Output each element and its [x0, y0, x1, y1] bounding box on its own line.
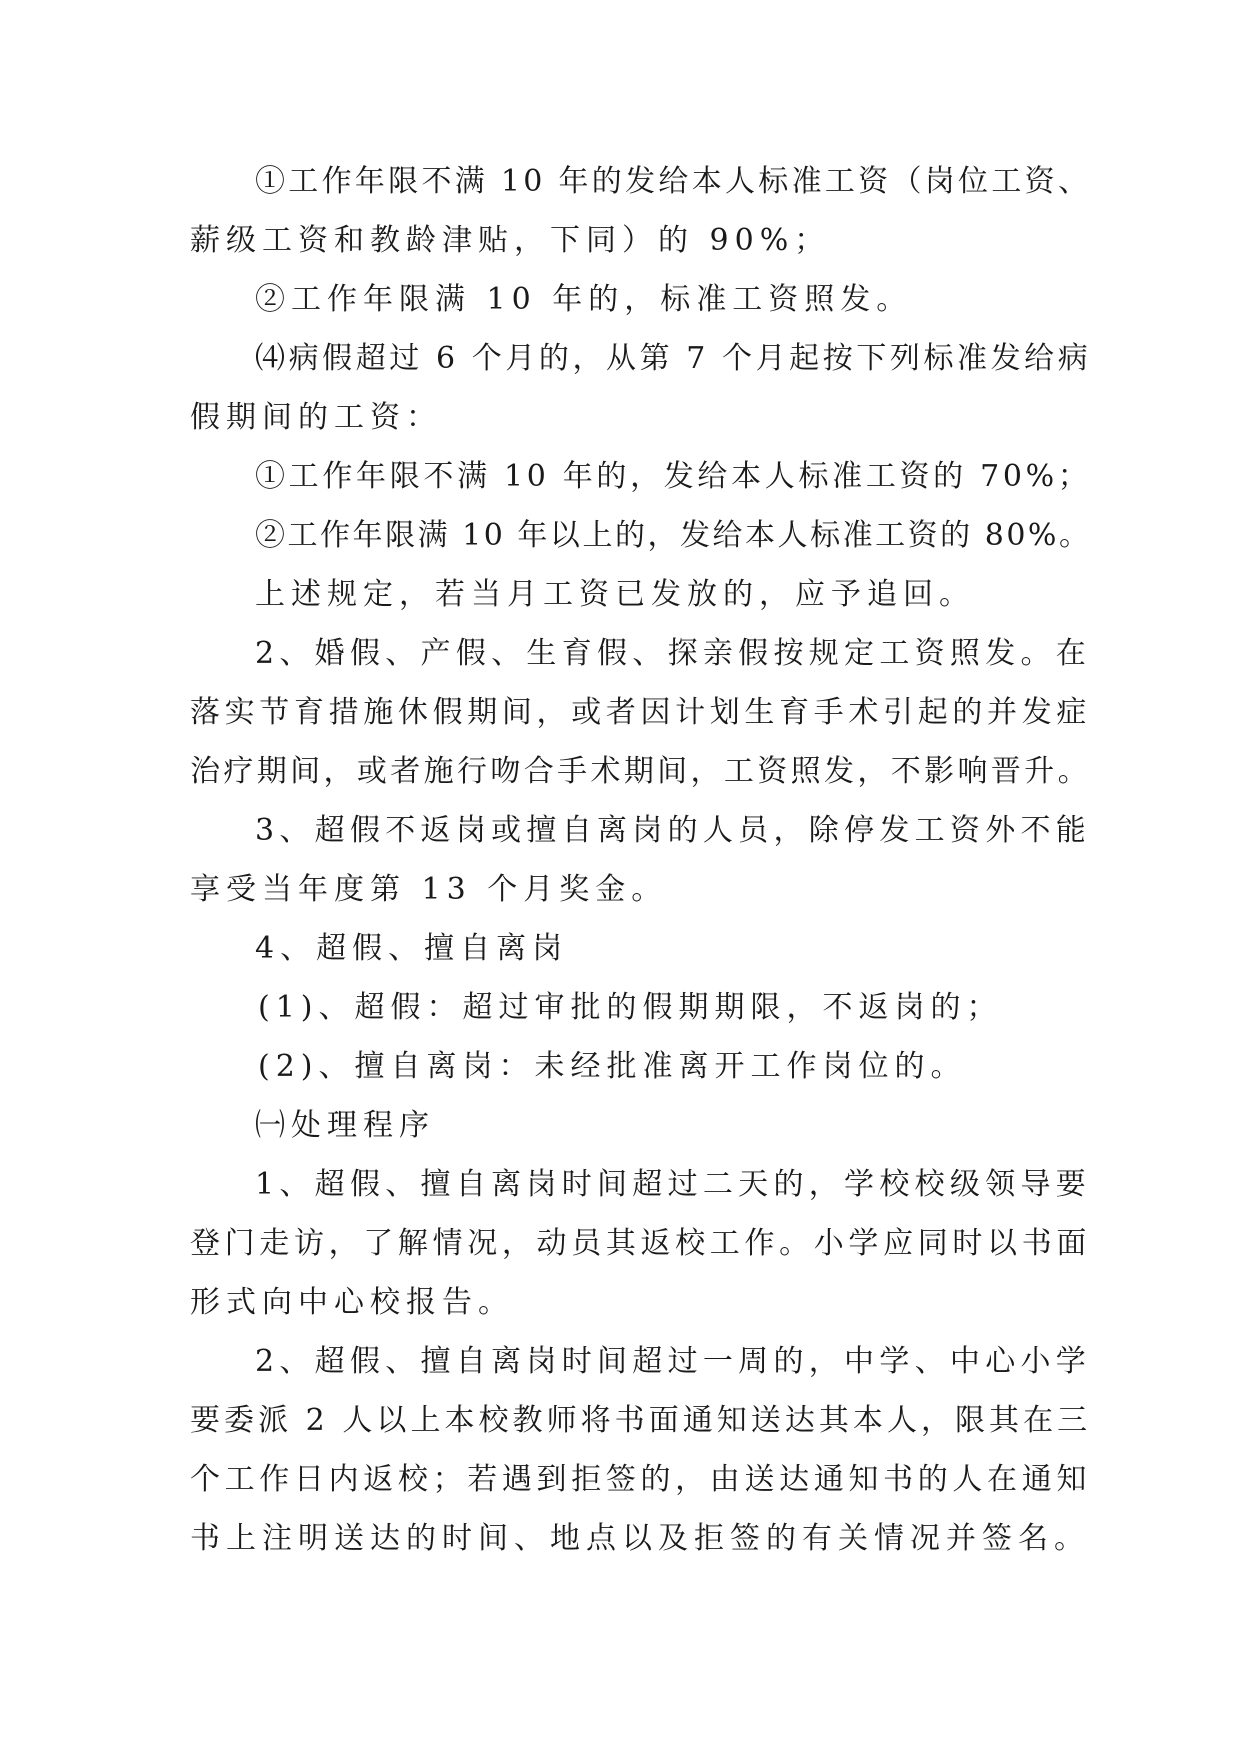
text-line: (2)、擅自离岗：未经批准离开工作岗位的。	[258, 1049, 967, 1084]
text-line: 形式向中心校报告。	[190, 1285, 514, 1320]
text-line: ②工作年限满 10 年的，标准工资照发。	[255, 282, 913, 317]
text-line: ①工作年限不满 10 年的，发给本人标准工资的 70%；	[255, 459, 1092, 494]
text-line: 个工作日内返校；若遇到拒签的，由送达通知书的人在通知	[190, 1462, 1091, 1497]
text-line: 4、超假、擅自离岗	[255, 931, 569, 966]
text-line: 薪级工资和教龄津贴，下同）的 90%；	[190, 223, 831, 258]
text-line: ①工作年限不满 10 年的发给本人标准工资（岗位工资、	[255, 164, 1092, 199]
text-line: 2、超假、擅自离岗时间超过一周的，中学、中心小学	[255, 1344, 1092, 1379]
text-line: 要委派 2 人以上本校教师将书面通知送达其本人，限其在三	[190, 1403, 1092, 1438]
text-line: ㈠处理程序	[255, 1108, 435, 1143]
text-line: 3、超假不返岗或擅自离岗的人员，除停发工资外不能	[255, 813, 1092, 848]
text-line: ②工作年限满 10 年以上的，发给本人标准工资的 80%。	[255, 518, 1092, 553]
text-line: 落实节育措施休假期间，或者因计划生育手术引起的并发症	[190, 695, 1091, 730]
text-line: ⑷病假超过 6 个月的，从第 7 个月起按下列标准发给病	[255, 341, 1092, 376]
text-line: 假期间的工资：	[190, 400, 442, 435]
text-line: 书上注明送达的时间、地点以及拒签的有关情况并签名。	[190, 1521, 1090, 1556]
text-line: (1)、超假：超过审批的假期期限，不返岗的；	[258, 990, 1003, 1025]
text-line: 2、婚假、产假、生育假、探亲假按规定工资照发。在	[255, 636, 1092, 671]
text-line: 治疗期间，或者施行吻合手术期间，工资照发，不影响晋升。	[190, 754, 1091, 789]
text-line: 享受当年度第 13 个月奖金。	[190, 872, 668, 907]
text-line: 1、超假、擅自离岗时间超过二天的，学校校级领导要	[255, 1167, 1092, 1202]
text-line: 上述规定，若当月工资已发放的，应予追回。	[255, 577, 975, 612]
text-line: 登门走访，了解情况，动员其返校工作。小学应同时以书面	[190, 1226, 1091, 1261]
